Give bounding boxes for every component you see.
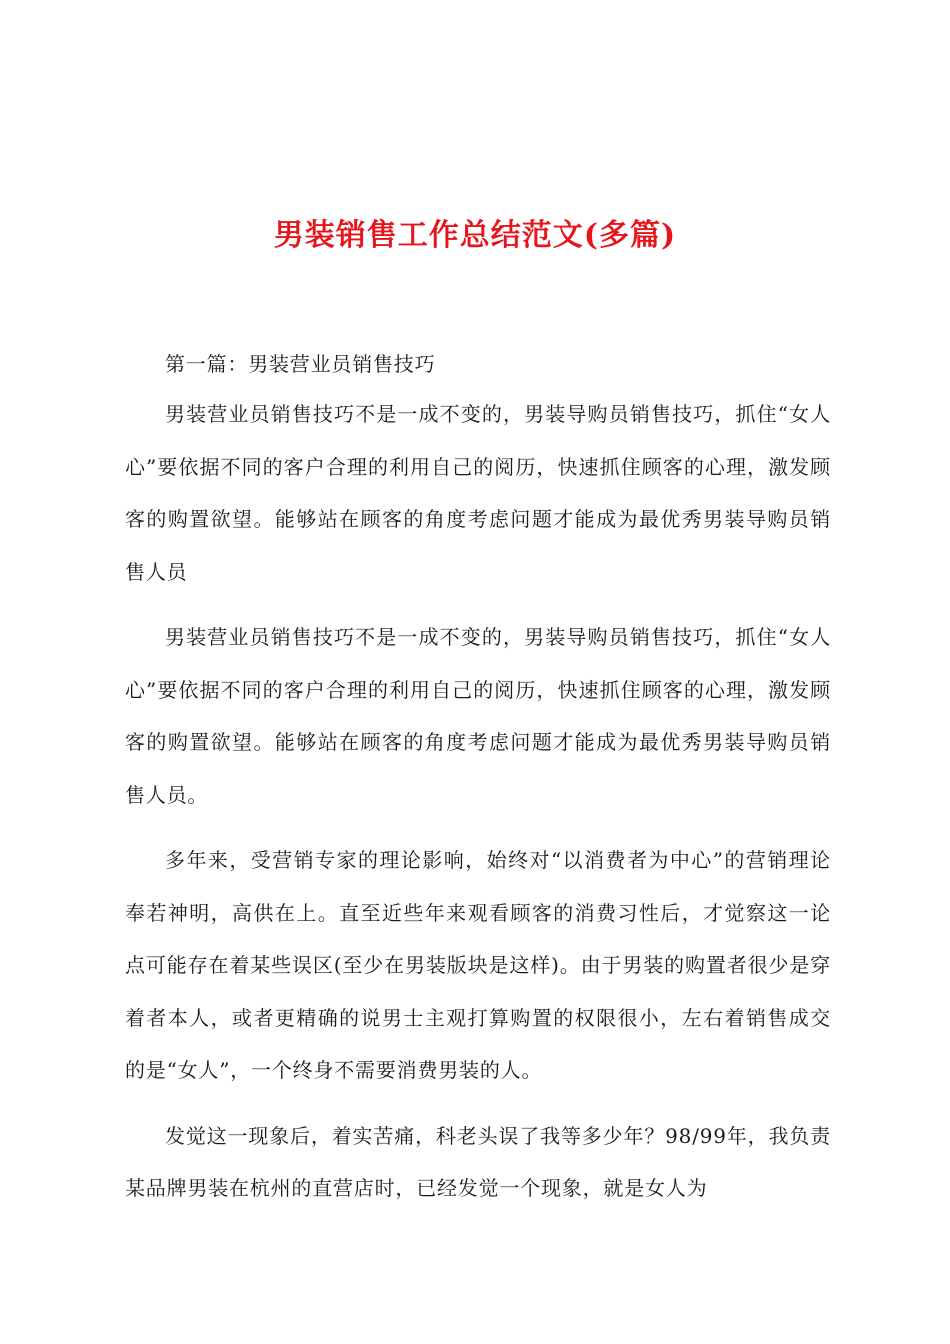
- paragraph: 男装营业员销售技巧不是一成不变的，男装导购员销售技巧，抓住“女人心”要依据不同的客户合理的利用自己的阅历，快速抓住顾客的心理，激发顾客的购置欲望。能够站在顾客的角度考虑问题才能成为最优秀男装导购员销售人员。: [125, 625, 831, 807]
- document-body: [125, 340, 831, 1228]
- section-heading: 第一篇：男装营业员销售技巧: [165, 352, 436, 376]
- paragraph: 男装营业员销售技巧不是一成不变的，男装导购员销售技巧，抓住“女人心”要依据不同的客户合理的利用自己的阅历，快速抓住顾客的心理，激发顾客的购置欲望。能够站在顾客的角度考虑问题才能成为最优秀男装导购员销售人员: [125, 402, 831, 584]
- paragraph: 多年来，受营销专家的理论影响，始终对“以消费者为中心”的营销理论奉若神明，高供在上。直至近些年来观看顾客的消费习性后，才觉察这一论点可能存在着某些误区(至少在男装版块是这样)。由于男装的购置者很少是穿着者本人，或者更精确的说男士主观打算购置的权限很小，左右着销售成交的是“女人”，一个终身不需要消费男装的人。: [125, 848, 831, 1082]
- paragraph: 发觉这一现象后，着实苦痛，科老头误了我等多少年？98/99年，我负责某品牌男装在杭州的直营店时，已经发觉一个现象，就是女人为: [125, 1123, 831, 1200]
- document-title: 男装销售工作总结范文(多篇): [273, 218, 677, 253]
